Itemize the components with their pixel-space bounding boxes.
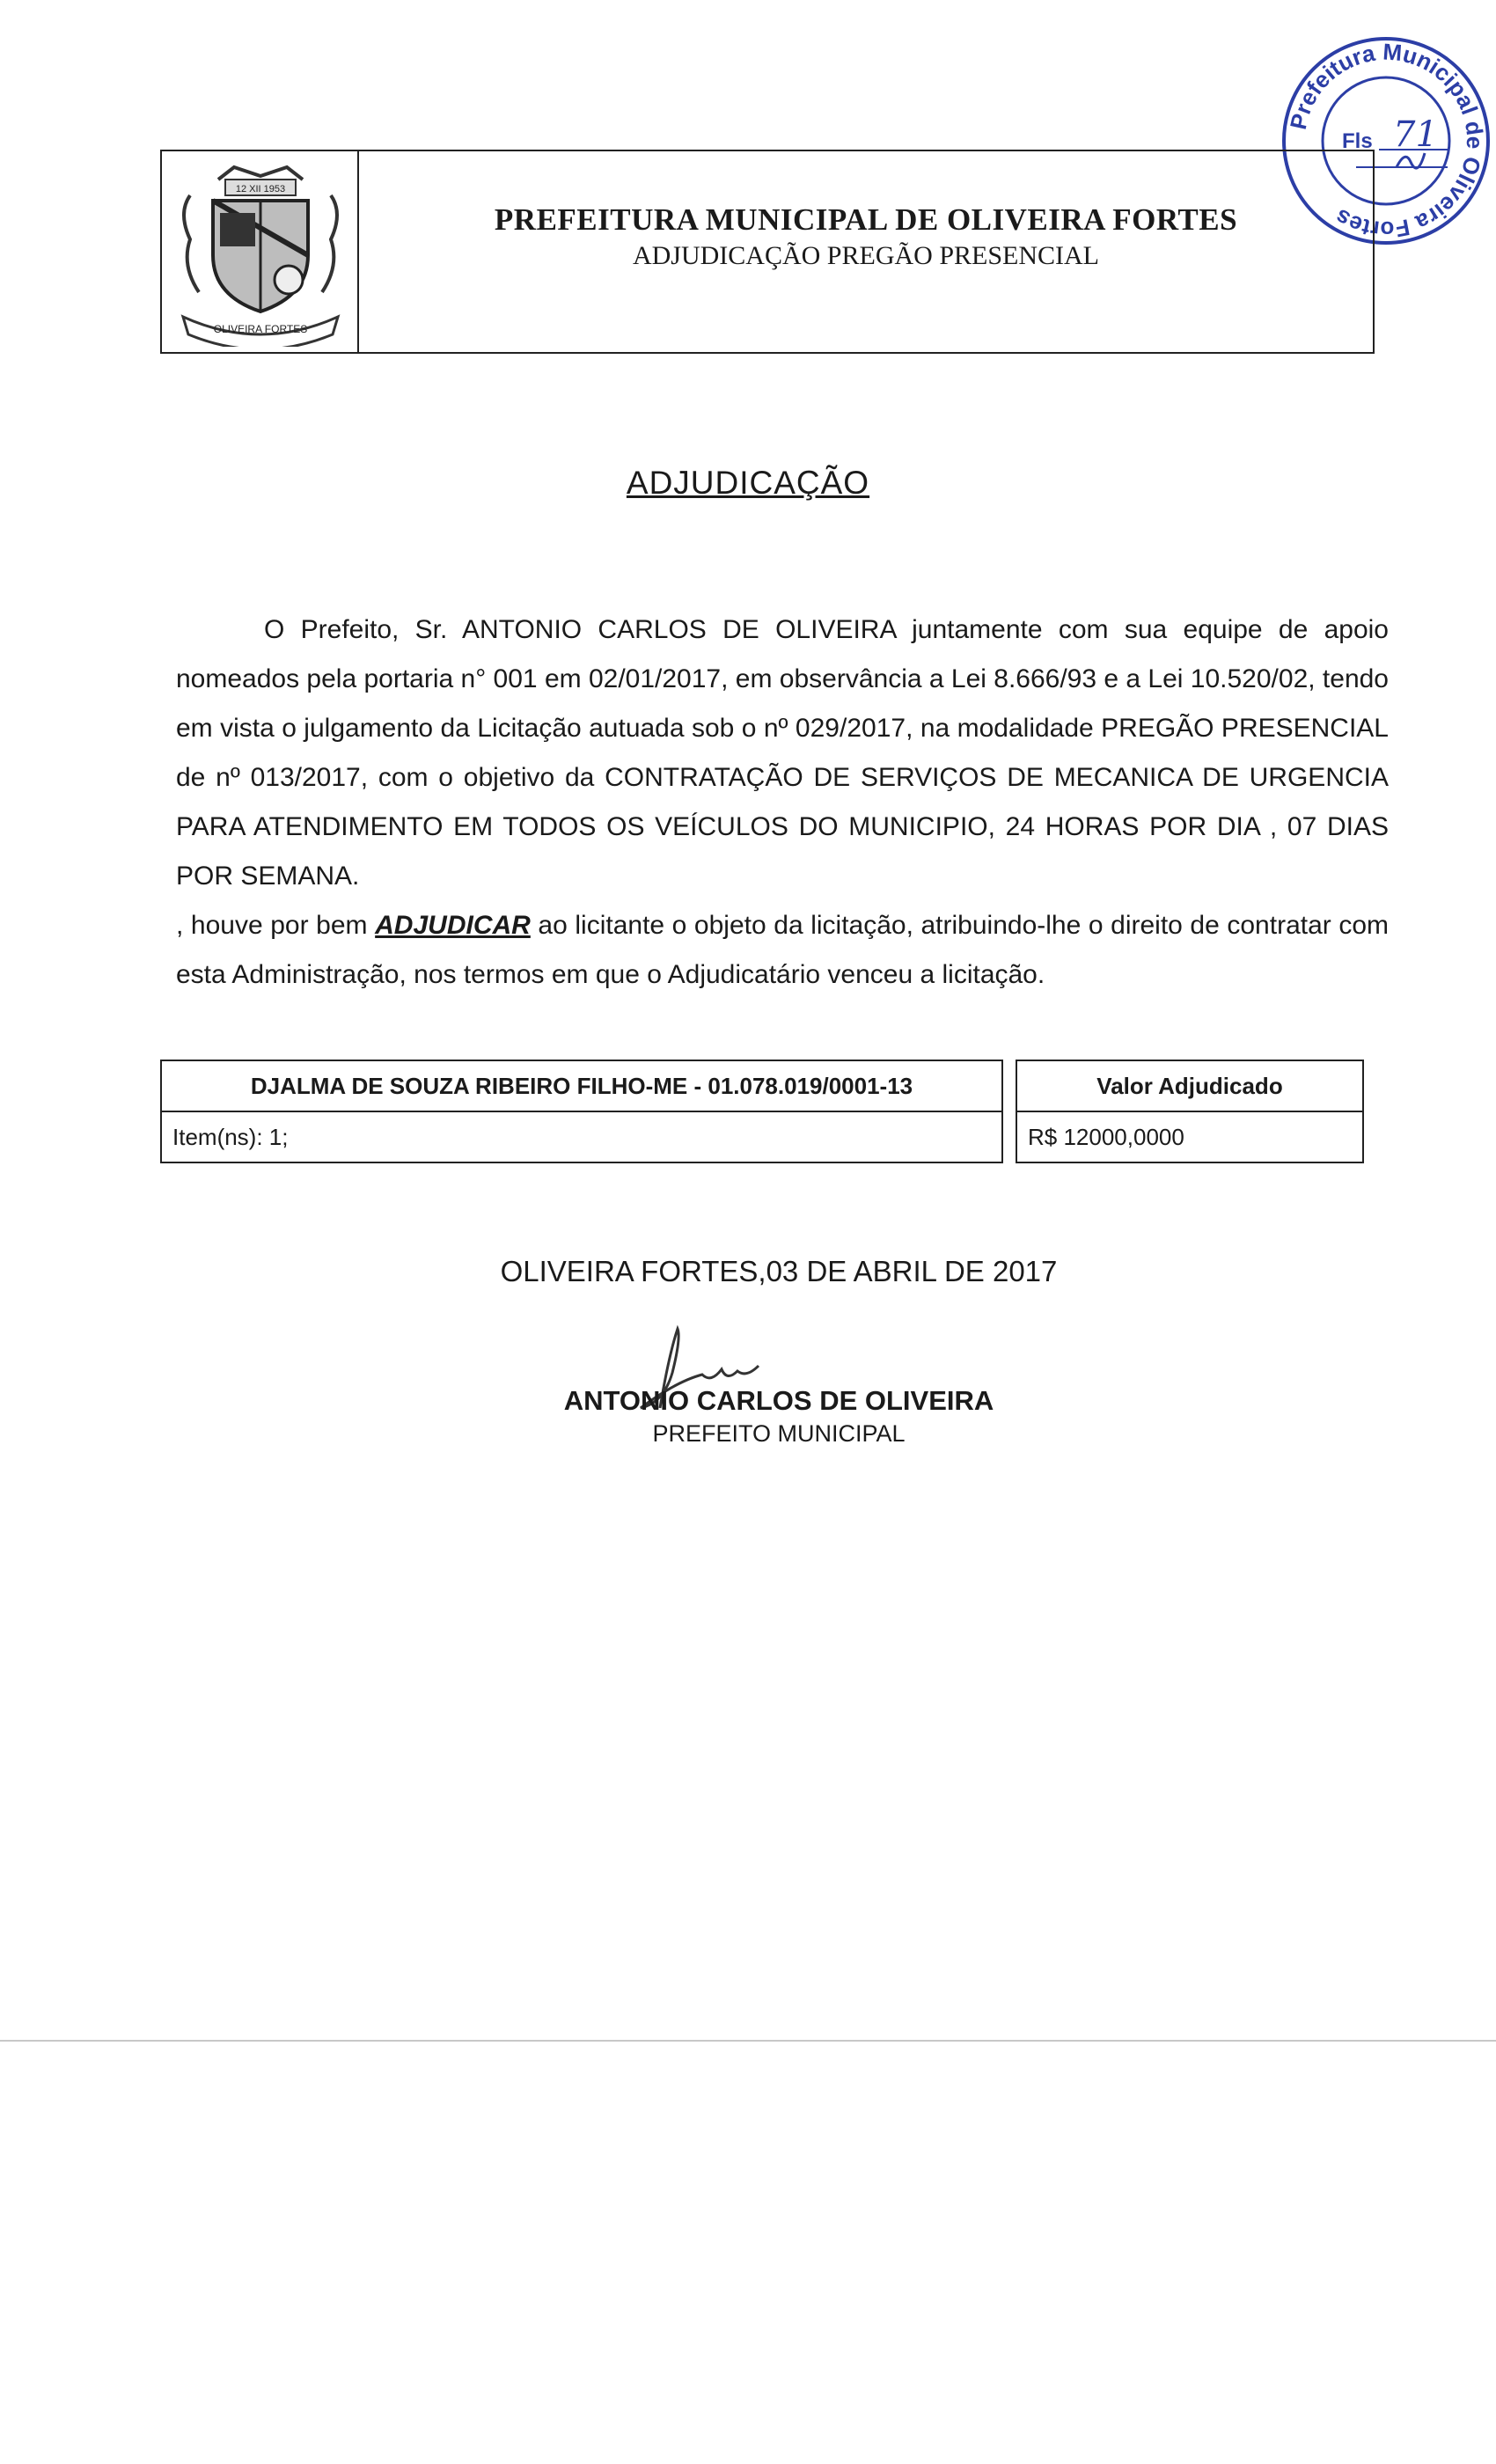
scan-edge-divider [0, 2040, 1496, 2042]
stamp-initials-icon [1397, 153, 1425, 168]
crest-ribbon-text: OLIVEIRA FORTES [213, 323, 308, 335]
paragraph-conclusion: ao licitante o objeto da licitação, atribuindo-lhe o direito de contratar com esta Administração, nos termos em que o Adjudicatário venceu a licitação. [176, 911, 1390, 989]
paragraph-connector: , houve por bem [176, 911, 368, 940]
award-table [160, 1060, 1364, 1163]
signer-role: PREFEITO MUNICIPAL [652, 1420, 906, 1447]
paragraph-body: O Prefeito, Sr. ANTONIO CARLOS DE OLIVEIRA juntamente com sua equipe de apoio nomeados pela portaria n° 001 em 02/01/2017, em observância a Lei 8.666/93 e a Lei 10.520/02, tendo em vista o julgamento da Licitação autuada sob o nº 029/2017, na modalidade PREGÃO PRESENCIAL de nº 013/2017, com o objetivo da CONTRATAÇÃO DE SERVIÇOS DE MECANICA DE URGENCIA PARA ATENDIMENTO EM TODOS OS VEÍCULOS DO MUNICIPIO, 24 HORAS POR DIA , 07 DIAS POR SEMANA. [176, 615, 1389, 891]
stamp-ring-text: Prefeitura Municipal de Oliveira Fortes [1284, 38, 1489, 244]
date-line: OLIVEIRA FORTES,03 DE ABRIL DE 2017 [500, 1255, 1058, 1287]
vendor-header: DJALMA DE SOUZA RIBEIRO FILHO-ME - 01.078.019/0001-13 [161, 1060, 1002, 1111]
letterhead [160, 150, 1375, 354]
stamp-label: Fls [1342, 129, 1373, 153]
adjudicar-emphasis: ADJUDICAR [375, 911, 531, 940]
organization-name: PREFEITURA MUNICIPAL DE OLIVEIRA FORTES [494, 202, 1238, 237]
value-cell: R$ 12000,0000 [1016, 1111, 1363, 1162]
adjudication-paragraph [176, 605, 1389, 1000]
items-cell: Item(ns): 1; [161, 1111, 1002, 1162]
value-header: Valor Adjudicado [1016, 1060, 1363, 1111]
crest-cell [162, 151, 359, 352]
municipal-crest-icon [174, 160, 347, 347]
stamp-page-number: 71 [1393, 114, 1438, 155]
crest-banner-text: 12 XII 1953 [235, 184, 286, 194]
signer-name: ANTONIO CARLOS DE OLIVEIRA [563, 1385, 994, 1416]
document-heading: ADJUDICAÇÃO [626, 465, 870, 501]
document-subtitle: ADJUDICAÇÃO PREGÃO PRESENCIAL [632, 241, 1100, 270]
